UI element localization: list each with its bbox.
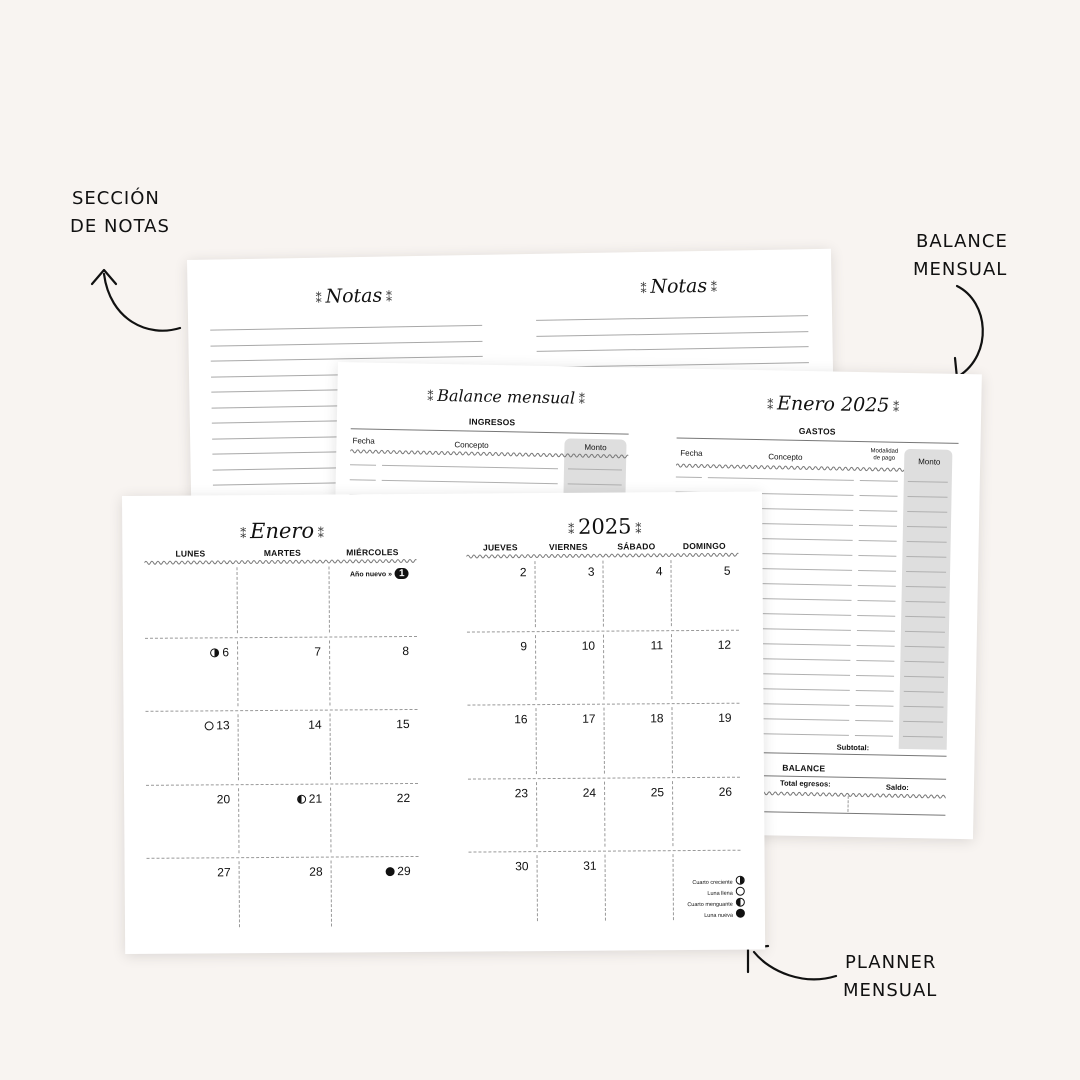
calendar-day[interactable] [145,645,229,660]
day-number: 6 [222,644,230,659]
calendar-day[interactable] [238,791,322,806]
week-divider [145,635,417,638]
day-number: 18 [650,711,664,726]
gastos-row-line [708,477,854,481]
moon-phase-icon [736,876,745,885]
calendar-day[interactable] [536,785,596,799]
sparkle-icon: ⁑ [314,526,324,541]
gastos-wavy-rule [676,463,904,473]
day-number: 31 [583,858,597,873]
day-number: 25 [650,784,665,799]
legend-label: Luna llena [707,890,733,897]
gastos-row-line [676,477,702,478]
notes-line [210,340,482,346]
ingresos-col-concepto: Concepto [454,440,489,450]
sparkle-icon: ⁑ [631,522,642,537]
balance-left-title-text: Balance mensual [437,385,576,408]
day-number: 28 [309,864,323,879]
week-divider [147,856,419,859]
sparkle-icon: ⁑ [889,400,900,415]
calendar-day[interactable] [604,711,664,725]
calendar-day[interactable] [672,711,732,725]
day-number: 10 [581,638,596,653]
gastos-col-fecha: Fecha [680,448,703,459]
ingresos-row-line [350,479,376,480]
calendar-day[interactable] [537,859,597,873]
planner-month-title [240,519,324,544]
holiday-label: Año nuevo » [349,571,393,579]
ingresos-top-rule [351,428,629,434]
legend-label: Luna nueva [704,912,733,919]
calendar-day[interactable] [237,644,321,659]
holiday-day-badge[interactable]: 1 [395,568,409,579]
moon-phase-icon [736,898,745,907]
gastos-top-rule [677,438,959,444]
weekday-label: LUNES [175,548,206,559]
day-number: 13 [216,718,230,733]
holiday-marker [329,568,409,580]
sparkle-icon: ⁑ [640,281,651,297]
subtotal-rule [751,752,947,757]
planner-year-title [568,514,641,539]
gastos-monto-column [899,449,953,750]
balance-left-title [427,386,585,408]
sparkle-icon: ⁑ [568,522,579,537]
calendar-day[interactable] [330,790,410,805]
ingresos-col-fecha: Fecha [352,436,375,446]
day-number: 7 [314,644,322,659]
day-number: 20 [216,791,231,806]
notes-left-title-text: Notas [325,284,383,308]
balance-right-title [767,392,899,417]
calendar-day[interactable] [468,786,528,800]
day-divider [236,567,237,633]
callout-notas [70,185,170,241]
moon-phase-icon [210,648,219,657]
ingresos-row-line [382,480,558,484]
day-number: 8 [402,643,410,658]
sparkle-icon: ⁑ [707,280,718,295]
sparkle-icon: ⁑ [427,389,438,404]
saldo-label: Saldo: [885,782,909,793]
gastos-row-line [855,735,893,737]
weekday-label: DOMINGO [682,540,726,552]
calendar-day[interactable] [468,712,528,726]
gastos-row-line [856,660,894,662]
day-number: 9 [520,638,528,653]
sparkle-icon: ⁑ [315,291,326,306]
sparkle-icon: ⁑ [767,398,778,413]
day-number: 26 [718,784,733,799]
gastos-row-line [856,690,894,692]
calendar-day[interactable] [535,638,595,652]
day-number: 15 [396,716,410,732]
weekday-label: SÁBADO [617,541,656,552]
gastos-row-line [860,480,898,482]
gastos-row-line [856,675,894,677]
day-number: 23 [514,785,529,800]
weekday-label: JUEVES [482,542,518,553]
gastos-row-line [859,540,897,542]
week-divider [146,709,418,712]
planner-right-wavy-rule [466,552,738,560]
calendar-day[interactable] [146,792,230,807]
gastos-row-line [858,600,896,602]
week-divider [467,703,739,706]
notes-line [537,346,809,352]
callout-balance-line-2: MENSUAL [913,259,1008,280]
gastos-row-line [857,630,895,632]
day-number: 24 [582,785,597,800]
notes-line [536,331,808,337]
calendar-day[interactable] [146,718,230,733]
day-number: 16 [514,712,528,727]
day-number: 29 [397,863,411,879]
week-divider [468,776,740,779]
ingresos-row-line [350,464,376,465]
gastos-row-line [855,720,893,722]
sparkle-icon: ⁑ [574,392,586,407]
legend-label: Cuarto creciente [692,879,733,887]
legend-row [665,887,745,898]
gastos-row-line [860,495,898,497]
gastos-row-line [857,645,895,647]
notes-line [210,325,482,331]
day-number: 21 [308,791,323,806]
gastos-row-line [859,510,897,512]
calendar-day[interactable] [467,639,527,653]
day-number: 3 [587,564,595,579]
week-divider [467,629,739,632]
balance-right-title-text: Enero 2025 [776,392,890,417]
notes-left-title [315,284,392,307]
callout-balance-line-1: BALANCE [916,231,1008,252]
calendar-day[interactable] [239,865,323,880]
week-divider [468,850,740,853]
gastos-row-line [859,525,897,527]
gastos-row-line [857,615,895,617]
callout-notas-arrow-icon [88,262,188,337]
calendar-day[interactable] [147,865,231,880]
day-number: 27 [217,865,231,880]
legend-row [665,898,745,909]
day-number: 11 [650,637,664,652]
ingresos-row-line [382,465,558,469]
moon-phase-icon [736,887,745,896]
weekday-label: MIÉRCOLES [346,547,399,558]
ingresos-heading: INGRESOS [468,416,516,428]
gastos-col-monto: Monto [918,457,941,467]
weekday-label: MARTES [263,547,301,559]
moon-phase-icon [385,867,394,876]
calendar-day[interactable] [534,565,594,579]
callout-notas-line-2: DE NOTAS [70,216,170,237]
moon-phase-icon [736,909,745,918]
legend-row [665,909,745,920]
day-number: 2 [519,565,527,580]
calendar-day[interactable] [602,564,662,578]
notes-line [536,315,808,321]
notes-right-lines [187,249,831,260]
notes-right-title [640,275,717,298]
gastos-row-line [855,705,893,707]
planner-year-text: 2025 [577,514,632,539]
day-number: 30 [515,859,529,874]
total-egresos-label: Total egresos: [779,778,831,789]
calendar-day[interactable] [672,784,732,798]
calendar-day[interactable] [237,571,321,572]
day-number: 5 [723,563,731,578]
calendar-day[interactable] [671,637,731,651]
day-number: 12 [717,637,732,652]
day-divider [605,855,606,921]
balance-divider-2 [847,796,848,812]
callout-planner-line-1: PLANNER [845,952,937,973]
notes-line [211,356,483,362]
balance-heading: BALANCE [782,762,826,774]
calendar-day[interactable] [331,864,411,879]
calendar-day[interactable] [603,638,663,652]
calendar-day[interactable] [329,643,409,658]
moon-phase-icon [204,721,213,730]
day-number: 19 [718,710,732,725]
subtotal-label: Subtotal: [836,742,870,753]
planner-month-text: Enero [249,518,315,544]
callout-balance-arrow-icon [945,284,995,384]
gastos-row-line [858,570,896,572]
calendar-day[interactable] [469,859,529,873]
sparkle-icon: ⁑ [382,290,393,305]
notes-left-lines [187,249,831,260]
calendar-day[interactable] [330,717,410,732]
legend-label: Cuarto menguante [687,901,733,909]
sparkle-icon: ⁑ [240,527,251,542]
callout-planner-line-2: MENSUAL [843,980,938,1001]
ingresos-col-monto: Monto [584,442,607,453]
day-number: 17 [582,711,596,726]
weekday-label: VIERNES [548,541,588,553]
callout-balance [913,228,1008,284]
notes-right-title-text: Notas [650,274,708,298]
moon-phase-icon [297,794,306,803]
gastos-row-line [858,585,896,587]
callout-planner [843,949,937,1005]
planner-page [122,492,765,954]
calendar-day[interactable] [238,718,322,733]
week-divider [146,782,418,785]
gastos-row-line [858,555,896,557]
calendar-day[interactable] [670,564,730,578]
calendar-day[interactable] [466,565,526,579]
gastos-heading: GASTOS [798,425,836,437]
legend-row [665,876,745,887]
callout-notas-line-1: SECCIÓN [72,188,160,209]
calendar-day[interactable] [536,712,596,726]
planner-left-wavy-rule [144,558,416,566]
day-number: 4 [655,564,663,579]
gastos-col-concepto: Concepto [768,452,803,462]
day-number: 14 [308,717,322,732]
calendar-day[interactable] [145,571,229,572]
day-number: 22 [396,790,411,805]
gastos-col-modalidad: Modalidad de pago [870,448,899,462]
calendar-day[interactable] [604,785,664,799]
